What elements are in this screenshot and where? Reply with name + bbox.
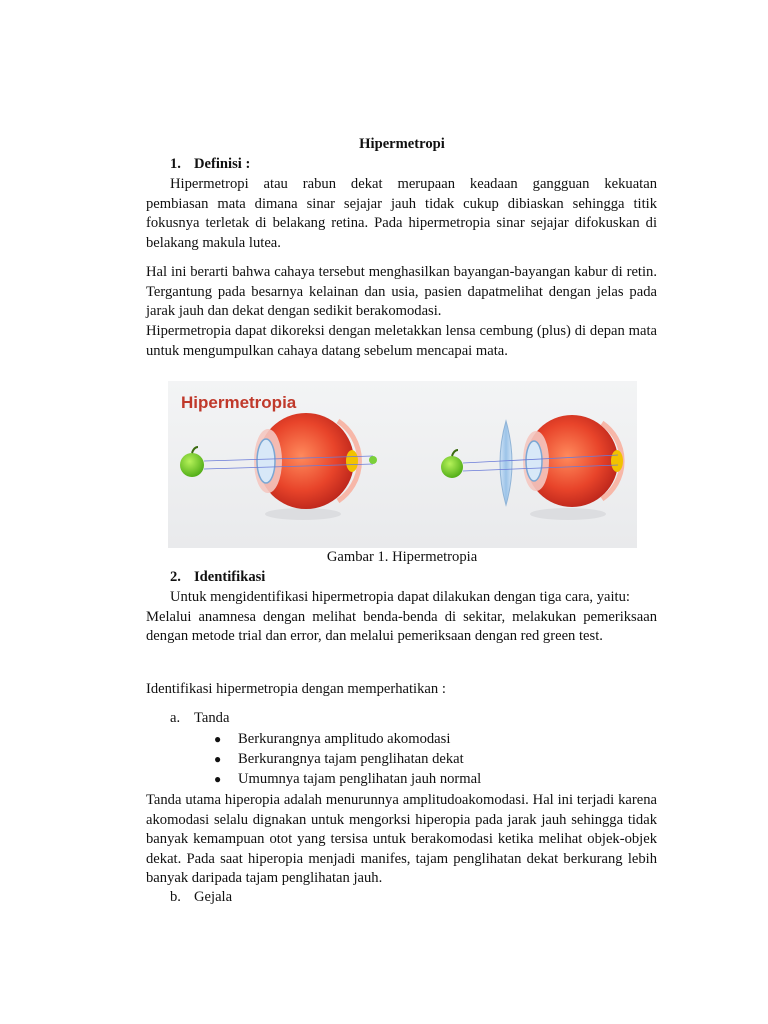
- list-item-tanda: [170, 710, 229, 727]
- section-title: Definisi :: [194, 156, 251, 172]
- page-title: Hipermetropi: [359, 136, 445, 152]
- bullet-item: [214, 751, 464, 768]
- section-heading-identifikasi: [170, 569, 265, 586]
- identification-paragraph-2: Identifikasi hipermetropia dengan memperhatikan :: [146, 681, 446, 697]
- bullet-icon: ●: [214, 752, 222, 766]
- bullet-item: [214, 771, 481, 788]
- bullet-item: [214, 731, 450, 748]
- bullet-icon: ●: [214, 772, 222, 786]
- hipermetropia-figure: [168, 381, 637, 548]
- bullet-text: Umumnya tajam penglihatan jauh normal: [238, 771, 482, 787]
- figure-title: Hipermetropia: [181, 393, 297, 412]
- bullet-icon: ●: [214, 732, 222, 746]
- bullet-text: Berkurangnya tajam penglihatan dekat: [238, 751, 464, 767]
- definition-paragraph-first-line: Hipermetropi atau rabun dekat merupaan keadaan gangguan kekuatan: [170, 176, 657, 192]
- eye-diagram: [168, 381, 637, 548]
- definition-paragraph: pembiasan mata dimana sinar sejajar jauh tidak cukup dibiaskan sehingga titik fokusnya terletak di belakang retina. Pada hipermetropia sinar sejajar difokuskan di belakang makula lutea.: [146, 195, 657, 251]
- section-number: 2.: [170, 569, 181, 585]
- figure-caption: Gambar 1. Hipermetropia: [326, 549, 478, 565]
- list-text: Tanda: [194, 710, 230, 726]
- section-heading-definisi: [170, 156, 250, 173]
- section-number: 1.: [170, 156, 181, 172]
- section-title: Identifikasi: [194, 569, 266, 585]
- identification-paragraph-first-line: Untuk mengidentifikasi hipermetropia dapat dilakukan dengan tiga cara, yaitu:: [170, 589, 630, 605]
- apple-icon-right: [441, 450, 463, 478]
- eye-icon-left: [254, 413, 359, 520]
- bullet-text: Berkurangnya amplitudo akomodasi: [238, 731, 451, 747]
- eye-icon-right: [523, 415, 623, 520]
- convex-lens-icon: [500, 421, 512, 505]
- tanda-paragraph: Tanda utama hiperopia adalah menurunnya amplitudoakomodasi. Hal ini terjadi karena akomodasi selalu dignakan untuk mengorksi hiperopia pada jarak jauh sehingga tidak banyak kemampuan otot yang tersisa untuk berakomodasi ketika melihat objek-objek dekat. Pada saat hiperopia menjadi manifes, tajam penglihatan dekat berkurang lebih banyak daripada tajam penglihatan jauh.: [146, 792, 657, 886]
- list-text: Gejala: [194, 889, 233, 905]
- apple-icon-left: [180, 447, 204, 477]
- list-item-gejala: [170, 889, 232, 906]
- definition-paragraph-3: Hipermetropia dapat dikoreksi dengan meletakkan lensa cembung (plus) di depan mata untuk mengumpulkan cahaya datang sebelum mencapai mata.: [146, 323, 657, 359]
- list-label: a.: [170, 710, 181, 726]
- list-label: b.: [170, 889, 181, 905]
- definition-paragraph-2: Hal ini berarti bahwa cahaya tersebut menghasilkan bayangan-bayangan kabur di retin. Tergantung pada besarnya kelainan dan usia, pasien dapatmelihat dengan jelas pada jarak jauh dan dekat dengan sedikit berakomodasi.: [146, 264, 657, 319]
- identification-paragraph: Melalui anamnesa dengan melihat benda-benda di sekitar, melakukan pemeriksaan dengan metode trial dan error, dan melalui pemeriksaan dengan red green test.: [146, 608, 657, 644]
